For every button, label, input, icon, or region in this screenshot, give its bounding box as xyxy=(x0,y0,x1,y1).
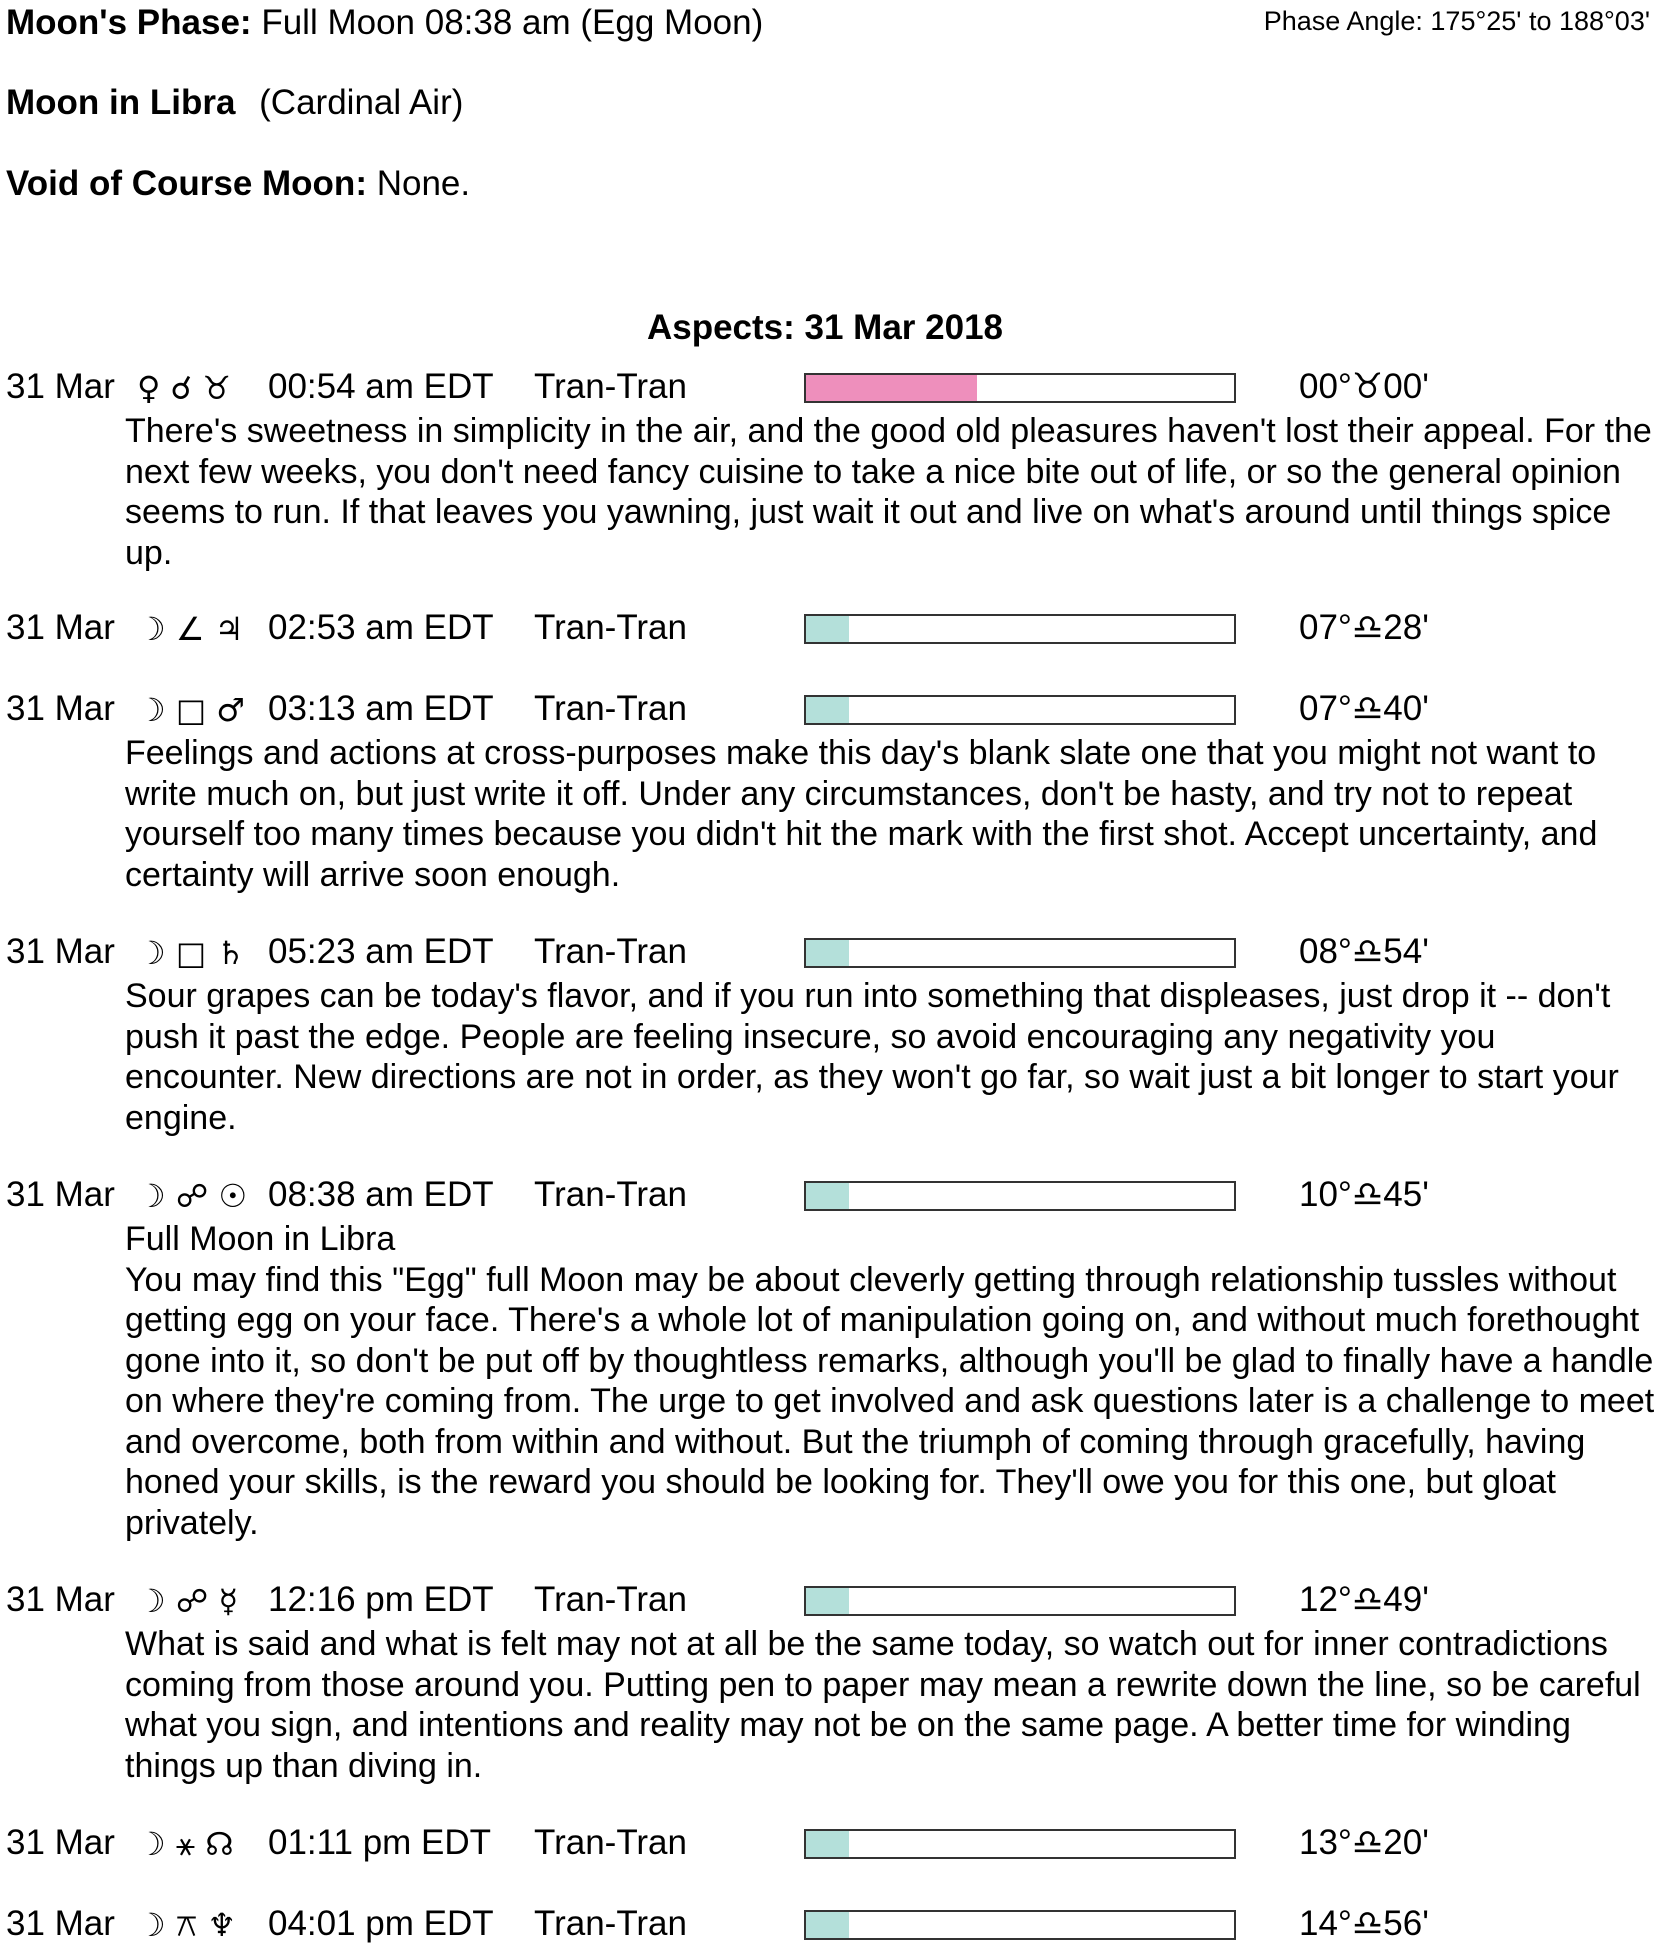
aspect-row xyxy=(0,1580,1677,1624)
aspect-strength-bar xyxy=(804,1910,1236,1940)
aspect-entry xyxy=(0,689,1677,895)
aspect-glyphs: ♀ ☌ ♉ xyxy=(137,369,231,407)
aspect-description xyxy=(125,411,1655,573)
aspect-date: 31 Mar xyxy=(6,1904,115,1943)
phase-angle xyxy=(1264,6,1650,37)
aspect-date: 31 Mar xyxy=(6,932,115,971)
aspect-position: 07°♎40' xyxy=(1299,689,1429,728)
aspect-strength-fill xyxy=(806,375,977,401)
aspect-strength-bar xyxy=(804,695,1236,725)
aspect-time: 00:54 am EDT xyxy=(268,367,494,406)
aspect-entry xyxy=(0,932,1677,1138)
aspect-description xyxy=(125,1219,1655,1543)
aspect-row xyxy=(0,1823,1677,1867)
aspect-description-paragraph: There's sweetness in simplicity in the air, and the good old pleasures haven't lost their appeal. For the next few weeks, you don't need fancy cuisine to take a nice bite out of life, or so the general opinion seems to run. If that leaves you yawning, just wait it out and live on what's around until things spice up. xyxy=(125,412,1652,572)
moon-phase-value: Full Moon 08:38 am (Egg Moon) xyxy=(261,3,764,42)
aspect-date: 31 Mar xyxy=(6,367,115,406)
aspect-position: 00°♉00' xyxy=(1299,367,1429,406)
aspect-glyphs: ☽ ⚻ ♆ xyxy=(137,1906,237,1944)
aspect-entry xyxy=(0,608,1677,652)
aspect-position: 13°♎20' xyxy=(1299,1823,1429,1862)
aspect-description-paragraph: Full Moon in Libra xyxy=(125,1220,396,1258)
aspect-position: 12°♎49' xyxy=(1299,1580,1429,1619)
aspect-strength-bar xyxy=(804,938,1236,968)
aspect-description-paragraph: You may find this "Egg" full Moon may be about cleverly getting through relationship tussles without getting egg on your face. There's a whole lot of manipulation going on, and without much forethought gone into it, so don't be put off by thoughtless remarks, although you'll be glad to finally have a handle on where they're coming from. The urge to get involved and ask questions later is a challenge to meet and overcome, both from within and without. But the triumph of coming through gracefully, having honed your skills, is the reward you should be looking for. They'll owe you for this one, but gloat privately. xyxy=(125,1260,1655,1542)
aspect-row xyxy=(0,1175,1677,1219)
aspect-entry xyxy=(0,1175,1677,1543)
aspect-date: 31 Mar xyxy=(6,1175,115,1214)
aspect-time: 03:13 am EDT xyxy=(268,689,494,728)
aspect-time: 02:53 am EDT xyxy=(268,608,494,647)
aspect-type: Tran-Tran xyxy=(534,367,687,406)
aspect-time: 12:16 pm EDT xyxy=(268,1580,494,1619)
aspect-description xyxy=(125,976,1655,1138)
aspect-date: 31 Mar xyxy=(6,608,115,647)
aspect-strength-fill xyxy=(806,940,849,966)
aspect-time: 04:01 pm EDT xyxy=(268,1904,494,1943)
aspect-entry xyxy=(0,1580,1677,1786)
aspect-type: Tran-Tran xyxy=(534,1904,687,1943)
aspect-glyphs: ☽ □ ♂ xyxy=(137,691,245,729)
phase-angle-label: Phase Angle: xyxy=(1263,6,1423,36)
aspect-description-paragraph: Feelings and actions at cross-purposes make this day's blank slate one that you might not want to write much on, but just write it off. Under any circumstances, don't be hasty, and try not to repeat yourself too many times because you didn't hit the mark with the first shot. Accept uncertainty, and certainty will arrive soon enough. xyxy=(125,734,1598,894)
aspect-entry xyxy=(0,1823,1677,1867)
aspect-glyphs: ☽ ☍ ☿ xyxy=(137,1582,239,1620)
aspect-glyphs: ☽ □ ♄ xyxy=(137,934,245,972)
aspect-position: 10°♎45' xyxy=(1299,1175,1429,1214)
void-of-course-value: None. xyxy=(376,164,471,203)
moon-sign-value: (Cardinal Air) xyxy=(259,83,464,122)
aspect-position: 08°♎54' xyxy=(1299,932,1429,971)
phase-angle-value: 175°25' to 188°03' xyxy=(1430,6,1650,36)
aspect-strength-bar xyxy=(804,1586,1236,1616)
aspect-position: 07°♎28' xyxy=(1299,608,1429,647)
aspect-description xyxy=(125,733,1655,895)
aspect-row xyxy=(0,367,1677,411)
aspect-glyphs: ☽ ⚹ ☊ xyxy=(137,1825,234,1863)
aspect-strength-bar xyxy=(804,1181,1236,1211)
aspect-time: 05:23 am EDT xyxy=(268,932,494,971)
aspect-glyphs: ☽ ∠ ♃ xyxy=(137,610,244,648)
aspect-strength-bar xyxy=(804,373,1236,403)
aspect-strength-fill xyxy=(806,1831,849,1857)
aspect-type: Tran-Tran xyxy=(534,932,687,971)
aspect-type: Tran-Tran xyxy=(534,608,687,647)
aspects-title: Aspects: 31 Mar 2018 xyxy=(646,308,1004,347)
aspect-date: 31 Mar xyxy=(6,1823,115,1862)
aspect-time: 08:38 am EDT xyxy=(268,1175,494,1214)
void-of-course-line xyxy=(6,164,470,204)
aspect-type: Tran-Tran xyxy=(534,1580,687,1619)
aspect-entry xyxy=(0,367,1677,573)
aspect-glyphs: ☽ ☍ ☉ xyxy=(137,1177,248,1215)
moon-phase-line xyxy=(6,3,763,43)
moon-sign-line xyxy=(6,83,463,123)
aspect-date: 31 Mar xyxy=(6,689,115,728)
aspect-row xyxy=(0,608,1677,652)
aspect-strength-fill xyxy=(806,1588,849,1614)
aspect-description-paragraph: What is said and what is felt may not at all be the same today, so watch out for inner contradictions coming from those around you. Putting pen to paper may mean a rewrite down the line, so be careful what you sign, and intentions and reality may not be on the same page. A better time for winding things up than diving in. xyxy=(125,1625,1641,1785)
aspect-strength-bar xyxy=(804,1829,1236,1859)
aspect-strength-fill xyxy=(806,1183,849,1209)
aspect-entry xyxy=(0,1904,1677,1948)
aspect-strength-fill xyxy=(806,697,849,723)
aspect-row xyxy=(0,932,1677,976)
aspect-strength-fill xyxy=(806,1912,849,1938)
moon-phase-label: Moon's Phase: xyxy=(6,3,252,42)
aspect-strength-bar xyxy=(804,614,1236,644)
aspect-description-paragraph: Sour grapes can be today's flavor, and if you run into something that displeases, just drop it -- don't push it past the edge. People are feeling insecure, so avoid encouraging any negativity you encounter. New directions are not in order, as they won't go far, so wait just a bit longer to start your engine. xyxy=(125,977,1619,1137)
aspect-position: 14°♎56' xyxy=(1299,1904,1429,1943)
aspect-type: Tran-Tran xyxy=(534,1175,687,1214)
moon-sign-label: Moon in Libra xyxy=(6,83,236,122)
aspect-description xyxy=(125,1624,1655,1786)
aspect-strength-fill xyxy=(806,616,849,642)
aspect-time: 01:11 pm EDT xyxy=(268,1823,492,1862)
aspect-type: Tran-Tran xyxy=(534,689,687,728)
void-of-course-label: Void of Course Moon: xyxy=(6,164,367,203)
aspect-row xyxy=(0,689,1677,733)
aspect-date: 31 Mar xyxy=(6,1580,115,1619)
aspect-row xyxy=(0,1904,1677,1948)
aspect-type: Tran-Tran xyxy=(534,1823,687,1862)
